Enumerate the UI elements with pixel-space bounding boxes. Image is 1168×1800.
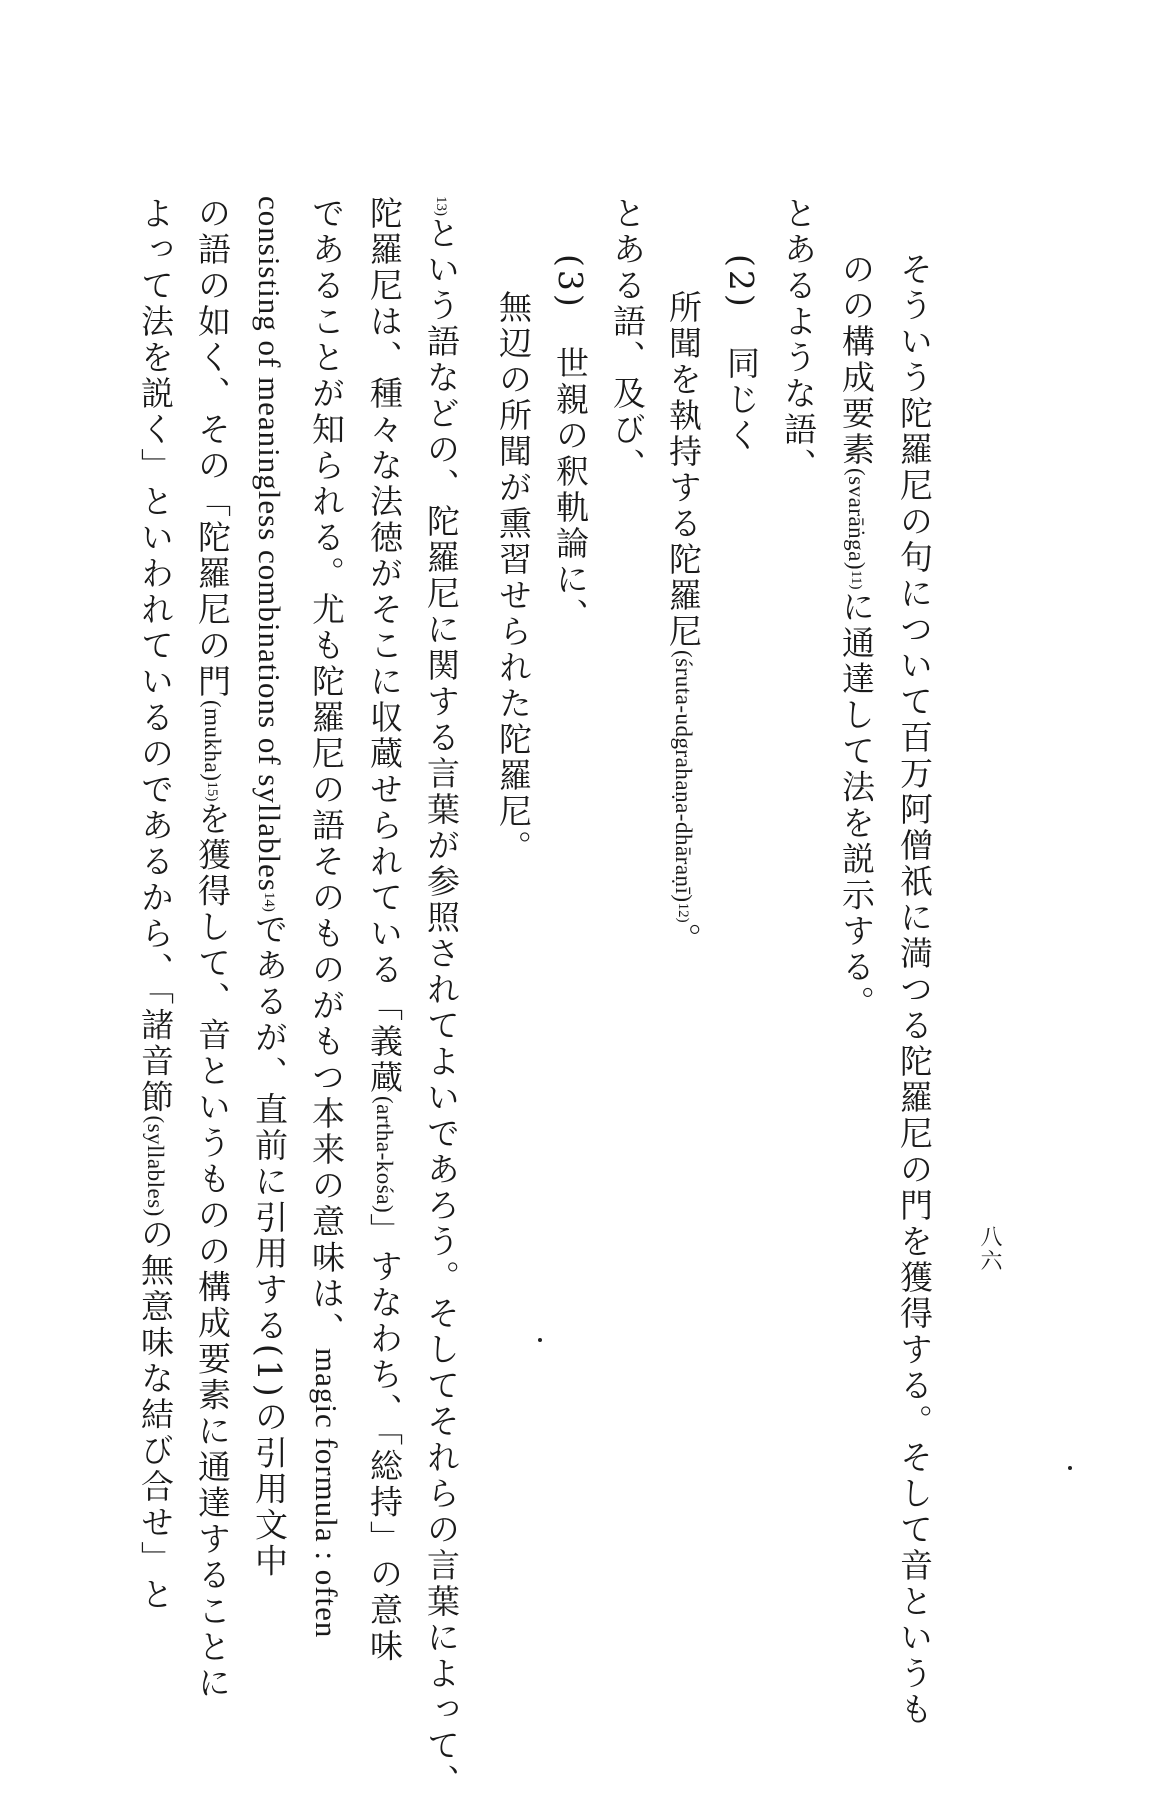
english-phrase: magic formula : often	[309, 1348, 344, 1639]
body-text: に通達して法を説示する。	[837, 589, 876, 1022]
sanskrit-term: (mukha)	[200, 700, 225, 782]
body-text: であるが、直前に引用する(1)の引用文中	[250, 911, 289, 1580]
footnote-marker: 11)	[848, 570, 864, 590]
text-column-4	[722, 254, 761, 454]
sanskrit-term: (śruta-udgrahaṇa-dhāraṇī)	[671, 650, 696, 903]
text-column-2	[837, 252, 876, 1022]
text-column-6	[608, 196, 647, 484]
body-text: 無辺の所聞が熏習せられた陀羅尼。	[494, 290, 533, 866]
body-text: とある語、及び、	[608, 196, 647, 484]
body-text: よって法を説く」といわれているのであるから、「諸音節	[136, 196, 175, 1116]
body-text: そういう陀羅尼の句について百万阿僧祇に満つる陀羅尼の門を獲得する。そして音というも	[895, 252, 934, 1728]
body-text: 。	[664, 922, 703, 959]
sanskrit-term: (syllables)	[143, 1115, 168, 1217]
sanskrit-term: (svarāṅga)	[844, 468, 869, 571]
text-column-14	[136, 196, 175, 1613]
text-column-9	[422, 196, 461, 1800]
body-text: という語などの、陀羅尼に関する言葉が参照されてよいであろう。そしてそれらの言葉によって、	[422, 216, 461, 1800]
sanskrit-term: (artha-kośa)	[372, 1096, 397, 1214]
page-number: 八六	[977, 1225, 1002, 1273]
text-column-7	[551, 254, 590, 634]
text-column-13	[193, 196, 232, 1702]
footnote-marker: 14)	[261, 891, 277, 912]
body-text: (2) 同じく	[722, 254, 761, 454]
english-phrase: consisting of meaningless combinations of syllables	[252, 196, 287, 892]
scan-speck	[538, 1338, 542, 1342]
text-column-11	[307, 196, 346, 1639]
body-text: であることが知られる。尤も陀羅尼の語そのものがもつ本来の意味は、	[307, 196, 346, 1348]
text-column-1	[895, 252, 934, 1728]
body-text: のの構成要素	[837, 252, 876, 468]
body-text: 」すなわち、「総持」の意味	[365, 1213, 404, 1665]
body-text: の語の如く、その「陀羅尼の門	[193, 196, 232, 700]
footnote-marker: 15)	[204, 781, 220, 802]
body-text: 所聞を執持する陀羅尼	[664, 290, 703, 650]
footnote-marker: 13)	[433, 196, 449, 216]
text-column-12	[250, 196, 289, 1580]
scan-speck	[1068, 1466, 1072, 1470]
text-column-5	[664, 290, 703, 959]
body-text: を獲得して、音というものの構成要素に通達することに	[193, 801, 232, 1702]
text-column-8	[494, 290, 533, 866]
body-text: の無意味な結び合せ」と	[136, 1216, 175, 1613]
text-column-3	[779, 196, 818, 484]
body-text: 陀羅尼は、種々な法徳がそこに収蔵せられている「義蔵	[365, 196, 404, 1096]
body-text: (3) 世親の釈軌論に、	[551, 254, 590, 634]
footnote-marker: 12)	[675, 902, 691, 923]
body-text: とあるような語、	[779, 196, 818, 484]
text-column-10	[365, 196, 404, 1665]
